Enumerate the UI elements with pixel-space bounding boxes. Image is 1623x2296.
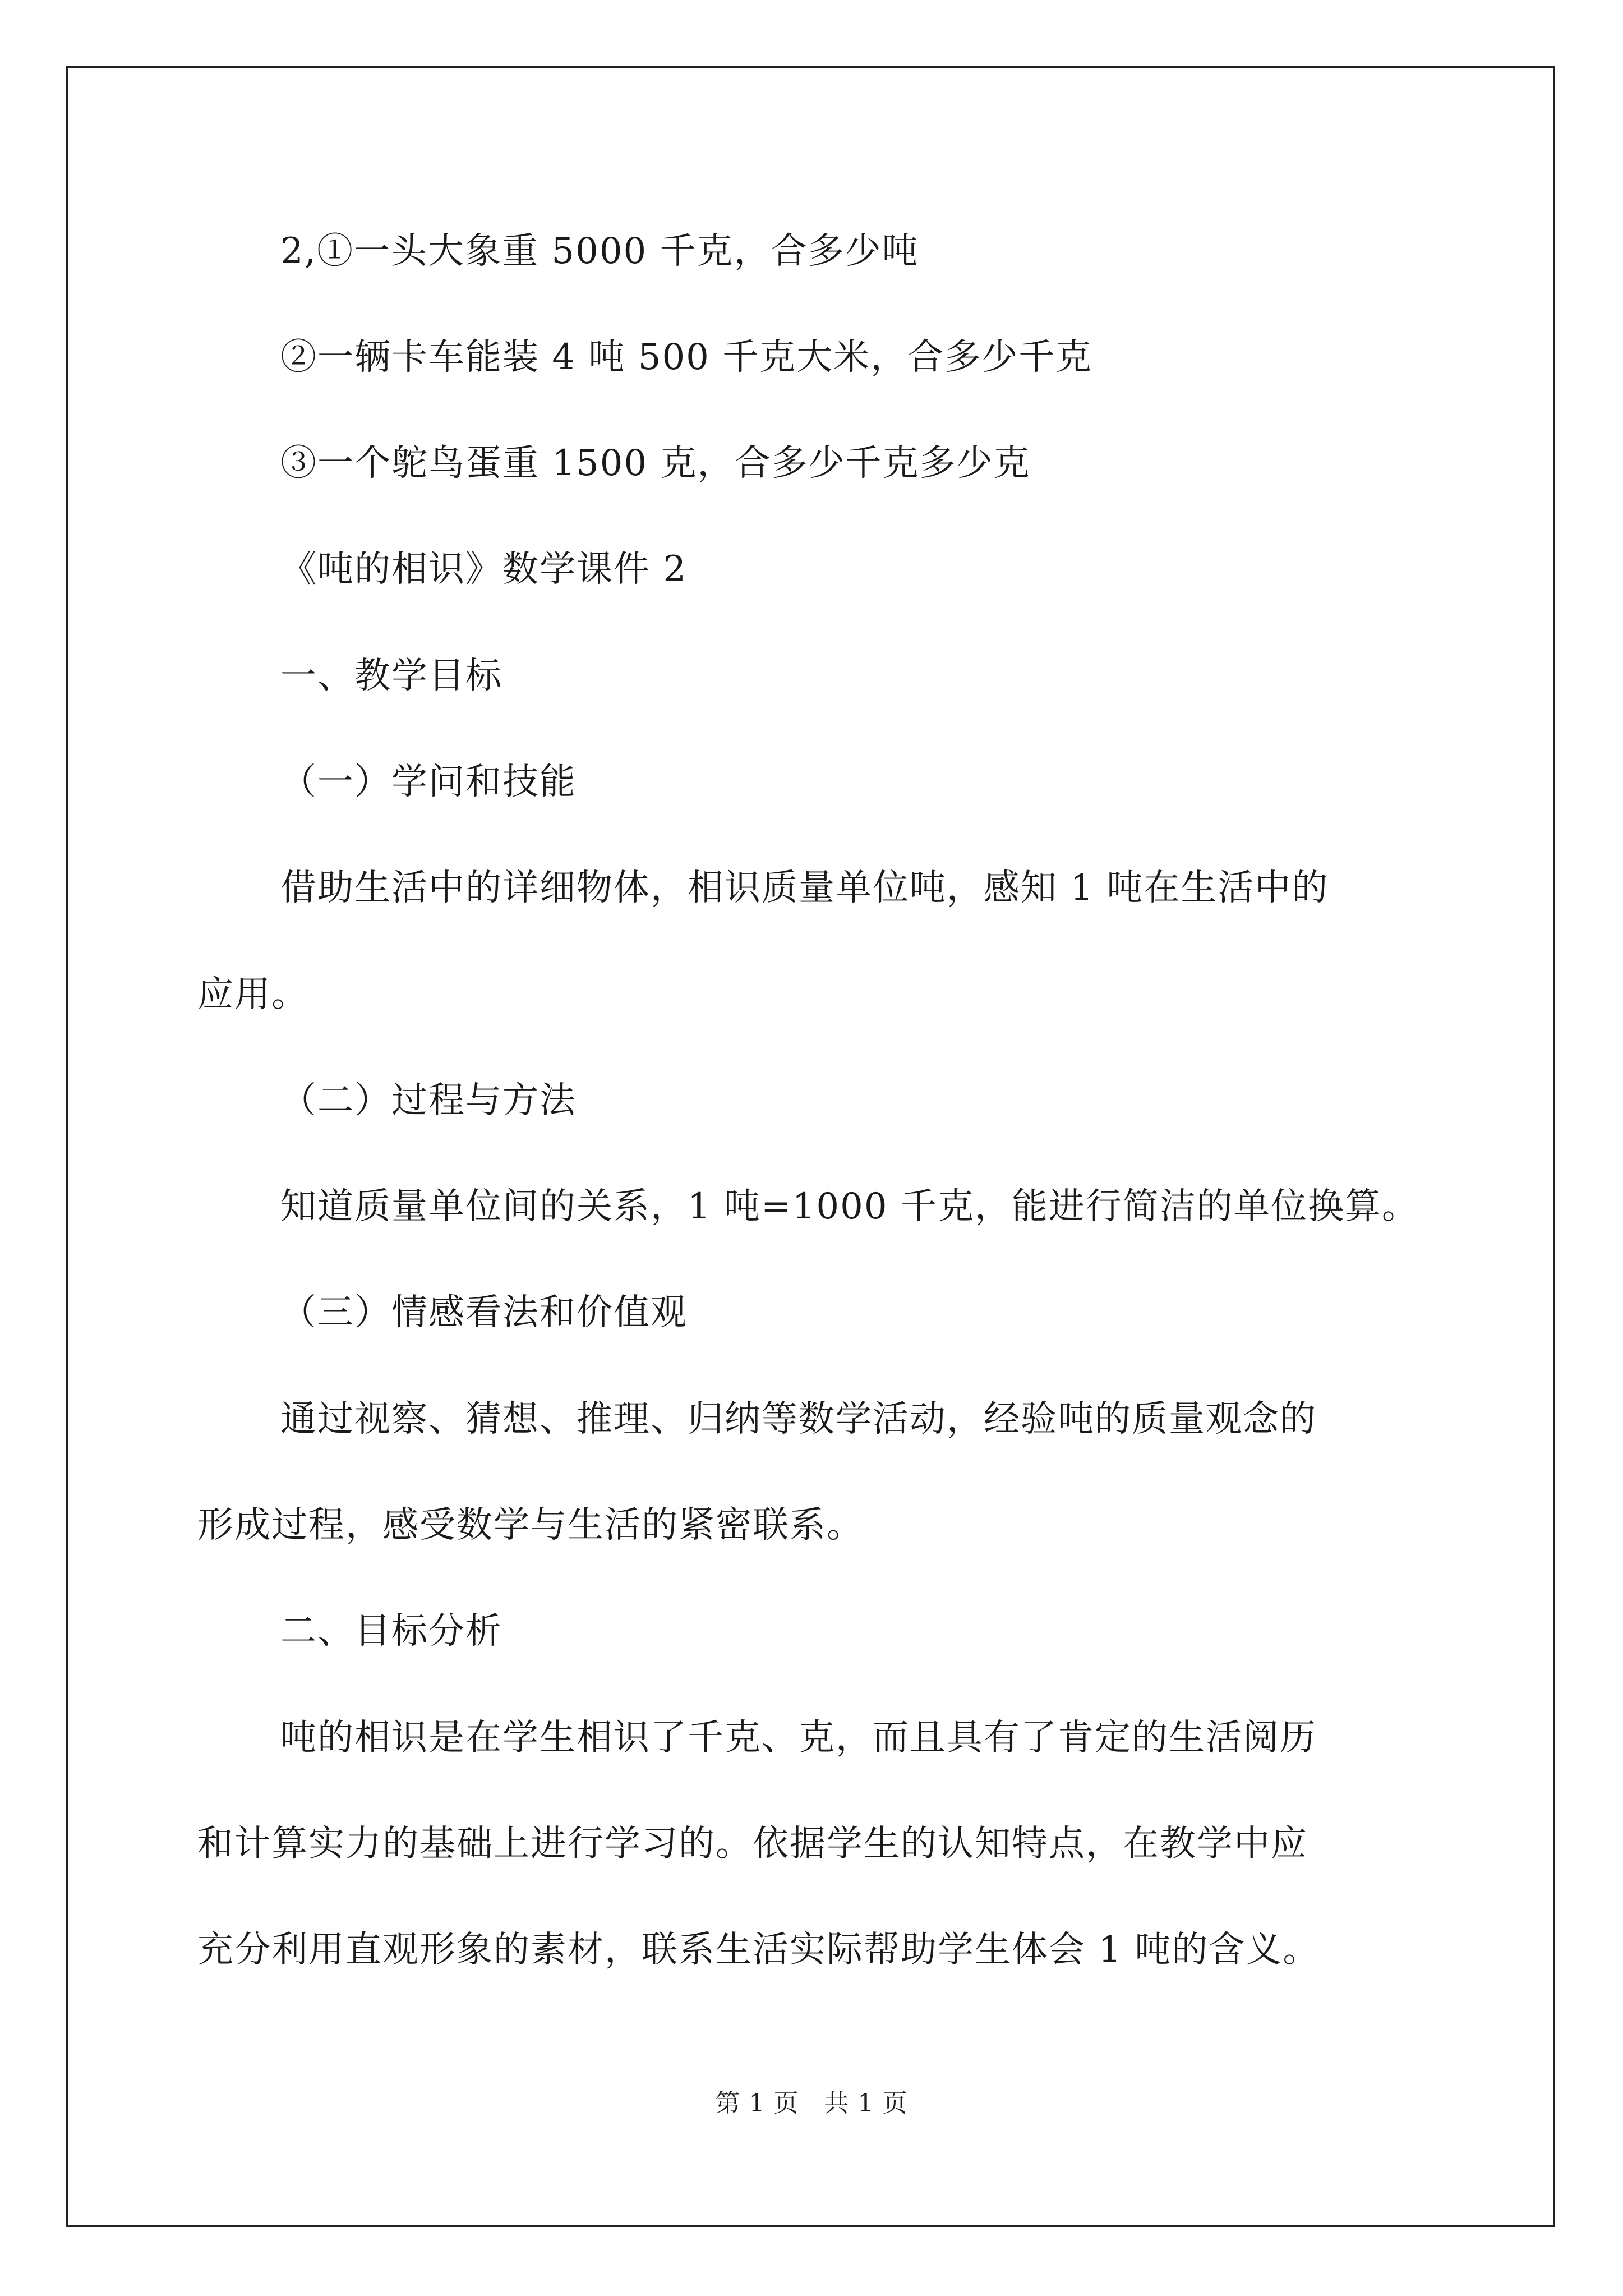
paragraph-analysis-2: 和计算实力的基础上进行学习的。依据学生的认知特点，在教学中应 (197, 1823, 1308, 1865)
exercise-truck: ②一辆卡车能装 4 吨 500 千克大米，合多少千克 (280, 337, 1093, 378)
paragraph-analysis-3: 充分利用直观形象的素材，联系生活实际帮助学生体会 1 吨的含义。 (197, 1929, 1320, 1971)
paragraph-attitude-1: 通过视察、猜想、推理、归纳等数学活动，经验吨的质量观念的 (280, 1398, 1317, 1440)
exercise-elephant: 2,①一头大象重 5000 千克，合多少吨 (280, 231, 919, 272)
paragraph-knowledge-1: 借助生活中的详细物体，相识质量单位吨，感知 1 吨在生活中的 (280, 867, 1329, 909)
subheading-attitude: （三）情感看法和价值观 (280, 1292, 688, 1333)
section-title: 《吨的相识》数学课件 2 (280, 549, 688, 590)
paragraph-analysis-1: 吨的相识是在学生相识了千克、克，而且具有了肯定的生活阅历 (280, 1717, 1317, 1759)
paragraph-knowledge-2: 应用。 (197, 974, 308, 1015)
page-number-footer: 第 1 页 共 1 页 (715, 2089, 908, 2118)
paragraph-process: 知道质量单位间的关系，1 吨=1000 千克，能进行简洁的单位换算。 (280, 1186, 1419, 1227)
subheading-process: （二）过程与方法 (280, 1080, 577, 1121)
page-border (66, 66, 1555, 2227)
exercise-ostrich-egg: ③一个鸵鸟蛋重 1500 克，合多少千克多少克 (280, 443, 1031, 484)
paragraph-attitude-2: 形成过程，感受数学与生活的紧密联系。 (197, 1504, 864, 1546)
subheading-knowledge: （一）学问和技能 (280, 761, 577, 803)
heading-goal-analysis: 二、目标分析 (280, 1611, 502, 1652)
heading-teaching-goals: 一、教学目标 (280, 655, 502, 697)
